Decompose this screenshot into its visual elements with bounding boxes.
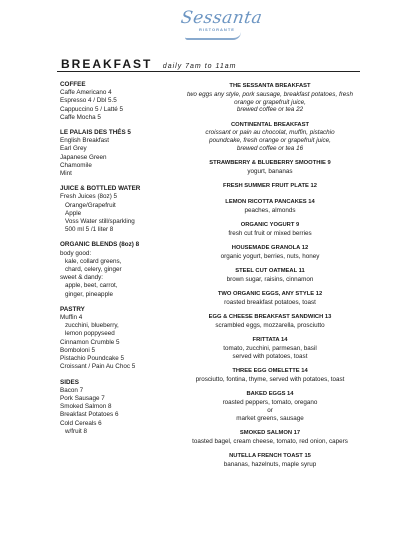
section-tea [60, 129, 165, 178]
item-description: orange or grapefruit juice, [234, 98, 306, 106]
item-name: EGG & CHEESE BREAKFAST SANDWICH 13 [208, 314, 332, 321]
menu-line: English Breakfast [60, 137, 110, 145]
service-hours: daily 7am to 11am [162, 63, 237, 70]
menu-item [170, 268, 370, 284]
item-description: toasted bagel, cream cheese, tomato, red onion, capers [192, 437, 348, 445]
logo-wordmark: Sessanta [179, 8, 264, 28]
section-sides [60, 379, 165, 436]
item-name: LEMON RICOTTA PANCAKES 14 [225, 198, 315, 205]
item-description: market greens, sausage [236, 414, 304, 422]
item-description: fresh cut fruit or mixed berries [228, 229, 312, 237]
menu-item [170, 83, 370, 114]
menu-item [170, 430, 370, 446]
item-description: or [267, 406, 273, 414]
menu-line: Chamomile [60, 161, 92, 169]
item-description: roasted breakfast potatoes, toast [224, 298, 316, 306]
menu-line: Bomboloni 5 [60, 346, 96, 354]
item-description: poundcake, fresh orange or grapefruit juice, [209, 137, 331, 145]
menu-line: Caffe Mocha 5 [60, 113, 101, 121]
item-name: SMOKED SALMON 17 [239, 430, 301, 436]
menu-item [170, 183, 370, 191]
menu-line: Voss Water still/sparkling [65, 218, 135, 226]
menu-item [170, 314, 370, 330]
menu-item [170, 391, 370, 422]
item-description: croissant or pain au chocolat, muffin, pistachio [205, 129, 335, 137]
section-title: SIDES [60, 378, 79, 386]
menu-line: w/fruit 8 [65, 427, 88, 435]
item-description: two eggs any style, pork sausage, breakfast potatoes, fresh [187, 90, 353, 98]
menu-item [170, 122, 370, 153]
menu-line: Caffe Americano 4 [60, 89, 112, 97]
menu-line: Breakfast Potatoes 6 [60, 411, 119, 419]
menu-item [170, 222, 370, 238]
item-name: THE SESSANTA BREAKFAST [229, 83, 311, 89]
menu-line: Japanese Green [60, 153, 107, 161]
menu-line: Smoked Salmon 8 [60, 403, 112, 411]
header-divider [57, 71, 360, 72]
item-name: NUTELLA FRENCH TOAST 15 [229, 453, 311, 460]
menu-item [170, 453, 370, 469]
restaurant-logo [179, 8, 264, 46]
menu-line: body good: [60, 249, 92, 257]
menu-item [170, 245, 370, 261]
menu-line: Muffin 4 [60, 314, 83, 322]
menu-line: Mint [60, 170, 72, 178]
menu-item [170, 291, 370, 307]
page-title: BREAKFAST [61, 57, 153, 71]
item-description: organic yogurt, berries, nuts, honey [220, 252, 320, 260]
section-pastry [60, 306, 165, 372]
menu-item [170, 337, 370, 360]
menu-line: Cold Cereals 6 [60, 419, 102, 427]
item-name: STEEL CUT OATMEAL 11 [235, 268, 305, 275]
item-description: brown sugar, raisins, cinnamon [226, 275, 314, 283]
menu-line: sweet & dandy: [60, 274, 104, 282]
beverages-sides-column [60, 81, 165, 443]
menu-line: lemon poppyseed [65, 330, 115, 338]
menu-line: Apple [65, 209, 82, 217]
item-description: bananas, hazelnuts, maple syrup [223, 460, 317, 468]
item-name: CONTINENTAL BREAKFAST [230, 121, 310, 128]
menu-line: Espresso 4 / Dbl 5.5 [60, 97, 117, 105]
section-title: PASTRY [60, 305, 85, 313]
section-organic-blends [60, 241, 165, 298]
item-description: tomato, zucchini, parmesan, basil [223, 345, 317, 353]
menu-line: 500 ml 5 /1 liter 8 [65, 226, 114, 234]
menu-line: Croissant / Pain Au Choc 5 [60, 363, 136, 371]
menu-line: apple, beet, carrot, [65, 282, 118, 290]
menu-line: zucchini, blueberry, [65, 322, 119, 330]
section-title: ORGANIC BLENDS (8oz) 8 [60, 241, 140, 249]
section-title: LE PALAIS DES THÉS 5 [60, 129, 131, 137]
item-description: served with potatoes, toast [232, 352, 308, 360]
menu-item [170, 160, 370, 176]
item-description: yogurt, bananas [247, 168, 293, 176]
item-description: brewed coffee or tea 22 [236, 106, 304, 114]
menu-item [170, 368, 370, 384]
menu-line: Earl Grey [60, 145, 87, 153]
menu-line: kale, collard greens, [65, 257, 122, 265]
section-title: JUICE & BOTTLED WATER [60, 185, 141, 193]
logo-swoosh [185, 32, 241, 40]
menu-line: chard, celery, ginger [65, 266, 122, 274]
menu-line: Pork Sausage 7 [60, 394, 105, 402]
item-name: TWO ORGANIC EGGS, ANY STYLE 12 [217, 291, 323, 298]
section-coffee [60, 81, 165, 122]
item-description: roasted peppers, tomato, oregano [222, 399, 318, 407]
item-name: HOUSEMADE GRANOLA 12 [231, 244, 309, 251]
item-name: FRESH SUMMER FRUIT PLATE 12 [223, 183, 317, 190]
item-description: brewed coffee or tea 16 [236, 145, 304, 153]
menu-line: Cinnamon Crumble 5 [60, 338, 120, 346]
section-juice [60, 185, 165, 234]
menu-line: ginger, pineapple [65, 290, 113, 298]
breakfast-dishes-column [170, 83, 370, 476]
menu-line: Pistachio Poundcake 5 [60, 355, 125, 363]
menu-line: Fresh Juices (8oz) 5 [60, 193, 118, 201]
menu-item [170, 199, 370, 215]
menu-line: Orange/Grapefruit [65, 201, 116, 209]
menu-line: Bacon 7 [60, 386, 84, 394]
menu-line: Cappuccino 5 / Latté 5 [60, 105, 124, 113]
item-name: BAKED EGGS 14 [246, 391, 294, 398]
item-description: scrambled eggs, mozzarella, prosciutto [215, 322, 325, 330]
item-description: prosciutto, fontina, thyme, served with potatoes, toast [195, 376, 345, 384]
section-title: COFFEE [60, 81, 86, 88]
item-name: ORGANIC YOGURT 9 [240, 221, 300, 228]
item-name: STRAWBERRY & BLUEBERRY SMOOTHIE 9 [209, 160, 331, 167]
item-name: THREE EGG OMELETTE 14 [232, 368, 308, 375]
logo-subtitle: RISTORANTE [199, 27, 235, 32]
item-description: peaches, almonds [244, 206, 296, 214]
item-name: FRITTATA 14 [252, 337, 288, 344]
